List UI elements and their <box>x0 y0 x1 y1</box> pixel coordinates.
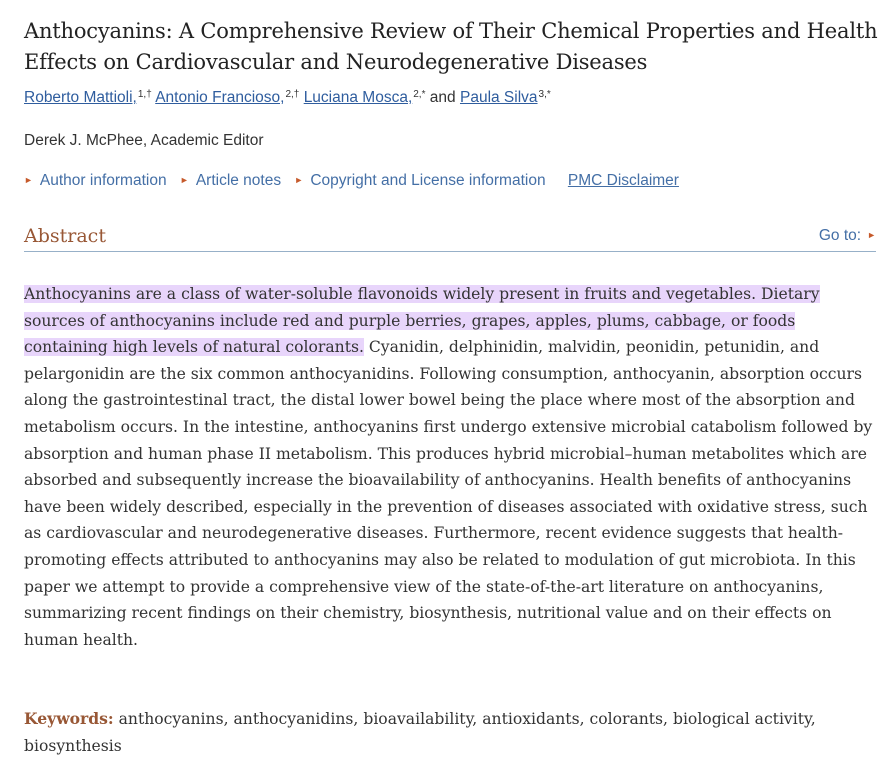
author-list <box>24 89 551 107</box>
academic-editor: Derek J. McPhee, Academic Editor <box>24 132 264 149</box>
author-affiliation-sup: 1,† <box>137 89 152 100</box>
author-affiliation-sup: 2,† <box>285 89 300 100</box>
goto-triangle-icon: ► <box>867 230 876 240</box>
article-title-line-1: Anthocyanins: A Comprehensive Review of Their Chemical Properties and Health <box>24 19 878 43</box>
article-info-links <box>24 172 679 190</box>
author-link-mosca[interactable]: Luciana Mosca, <box>303 89 413 106</box>
expand-triangle-icon: ► <box>179 175 189 185</box>
author-affiliation-sup: 3,* <box>538 89 551 100</box>
copyright-license-label: Copyright and License information <box>310 172 546 189</box>
abstract-text: Cyanidin, delphinidin, malvidin, peonidin, petunidin, and pelargonidin are the six common anthocyanidins. Following consumption, anthocyanin, absorption occurs along the gastrointestinal tract, the distal lower bowel being the place where most of the absorption and metabolism occurs. In the intestine, anthocyanins first undergo extensive microbial catabolism followed by absorption and human phase II metabolism. This produces hybrid microbial–human metabolites which are absorbed and subsequently increase the bioavailability of anthocyanins. Health benefits of anthocyanins have been widely described, especially in the prevention of diseases associated with oxidative stress, such as cardiovascular and neurodegenerative diseases. Furthermore, recent evidence suggests that health-promoting effects attributed to anthocyanins may also be related to modulation of gut microbiota. In this paper we attempt to provide a comprehensive view of the state-of-the-art literature on anthocyanins, summarizing recent findings on their chemistry, biosynthesis, nutritional value and on their effects on human health. <box>24 338 873 649</box>
author-link-francioso[interactable]: Antonio Francioso, <box>155 89 285 106</box>
article-title-line-2: Effects on Cardiovascular and Neurodegenerative Diseases <box>24 50 648 74</box>
author-affiliation-sup: 2,* <box>413 89 426 100</box>
author-information-toggle[interactable] <box>24 172 167 189</box>
author-conjunction: and <box>429 89 456 106</box>
author-information-label: Author information <box>39 172 167 189</box>
keywords-label: Keywords: <box>24 709 114 728</box>
author-link-silva[interactable]: Paula Silva <box>459 89 538 106</box>
article-title <box>24 16 876 78</box>
copyright-license-toggle[interactable] <box>294 172 545 189</box>
abstract-heading: Abstract <box>24 225 106 247</box>
keywords-paragraph <box>24 706 876 759</box>
expand-triangle-icon: ► <box>24 175 33 185</box>
pmc-disclaimer-link[interactable]: PMC Disclaimer <box>567 172 679 189</box>
abstract-paragraph <box>24 281 876 653</box>
article-notes-label: Article notes <box>195 172 282 189</box>
highlighted-text: Anthocyanins are a class of water-soluble flavonoids widely present in fruits and vegetables. Dietary sources of anthocyanins include red and purple berries, grapes, apples, plums, cabbage, or foods containing high levels of natural colorants. <box>24 285 820 357</box>
goto-menu-button[interactable] <box>819 227 876 245</box>
article-notes-toggle[interactable] <box>180 172 281 189</box>
keywords-list: anthocyanins, anthocyanidins, bioavailability, antioxidants, colorants, biological activity, biosynthesis <box>24 710 816 755</box>
author-link-mattioli[interactable]: Roberto Mattioli, <box>24 89 137 106</box>
abstract-section-header <box>24 225 876 252</box>
goto-label: Go to: <box>818 227 862 244</box>
expand-triangle-icon: ► <box>294 175 304 185</box>
